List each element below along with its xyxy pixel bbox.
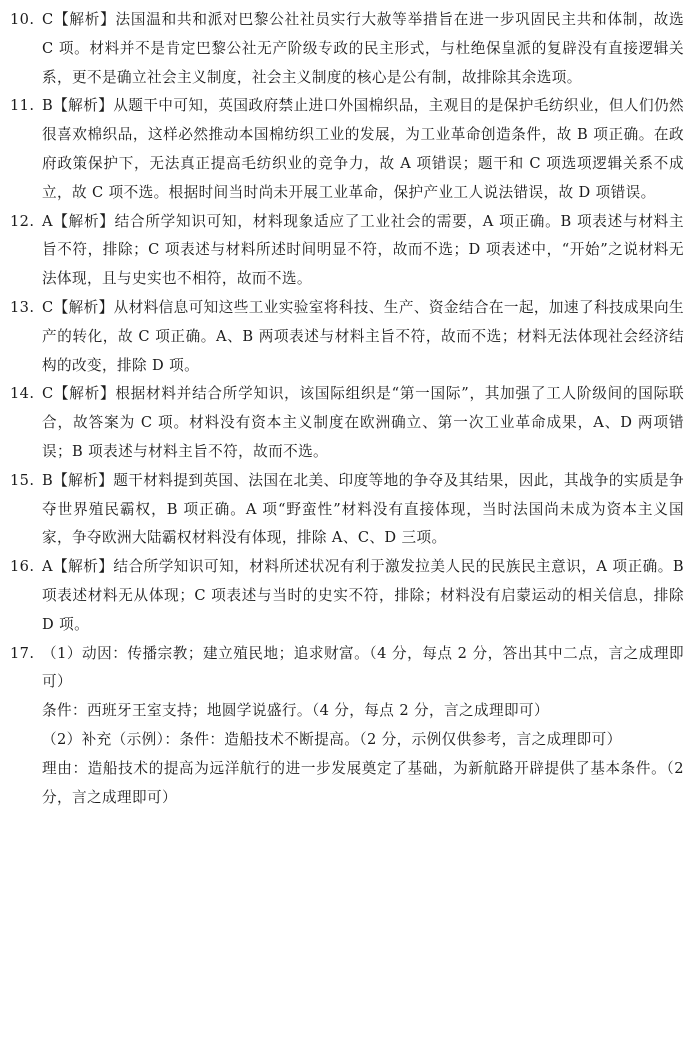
question-number: 16. — [10, 558, 35, 576]
answer-text: C【解析】根据材料并结合所学知识，该国际组织是“第一国际”，其加强了工人阶级间的国际联合，故答案为 C 项。材料没有资本主义制度在欧洲确立、第一次工业革命成果，A、D 两项错误；B 项表述与材料主旨不符，故而不选。 — [42, 385, 684, 460]
question-number: 12. — [10, 212, 35, 230]
answer-text: B【解析】题干材料提到英国、法国在北美、印度等地的争夺及其结果，因此，其战争的实质是争夺世界殖民霸权，B 项正确。A 项“野蛮性”材料没有直接体现，当时法国尚未成为资本主义国家，争夺欧洲大陆霸权材料没有体现，排除 A、C、D 三项。 — [42, 471, 684, 547]
answer-item-12 — [8, 208, 684, 294]
question-number: 11. — [10, 97, 35, 115]
answer-item-11 — [8, 92, 684, 207]
answer-text: B【解析】从题干中可知，英国政府禁止进口外国棉织品，主观目的是保护毛纺织业，但人们仍然很喜欢棉织品，这样必然推动本国棉纺织工业的发展，为工业革命创造条件，故 B 项正确。在政府政策保护下，无法真正提高毛纺织业的竞争力，故 A 项错误；题干和 C 项选项逻辑关系不成立，故 C 项不选。根据时间当时尚未开展工业革命，保护产业工人说法错误，故 D 项错误。 — [42, 97, 684, 201]
question-number: 14. — [10, 385, 35, 403]
question-number: 13. — [10, 298, 35, 316]
answer-part-1-motives: （1）动因：传播宗教；建立殖民地；追求财富。（4 分，每点 2 分，答出其中二点，言之成理即可） — [42, 644, 684, 691]
answer-text: A【解析】结合所学知识可知，材料所述状况有利于激发拉美人民的民族民主意识，A 项正确。B 项表述材料无从体现；C 项表述与当时的史实不符，排除；材料没有启蒙运动的相关信息，排除 D 项。 — [42, 558, 684, 633]
answer-text: C【解析】法国温和共和派对巴黎公社社员实行大赦等举措旨在进一步巩固民主共和体制，故选 C 项。材料并不是肯定巴黎公社无产阶级专政的民主形式，与杜绝保皇派的复辟没有直接逻辑关系，更不是确立社会主义制度，社会主义制度的核心是公有制，故排除其余选项。 — [42, 11, 684, 86]
answer-text: C【解析】从材料信息可知这些工业实验室将科技、生产、资金结合在一起，加速了科技成果向生产的转化，故 C 项正确。A、B 两项表述与材料主旨不符，故而不选；材料无法体现社会经济结构的改变，排除 D 项。 — [42, 298, 684, 374]
answer-part-2-reason: 理由：造船技术的提高为远洋航行的进一步发展奠定了基础，为新航路开辟提供了基本条件。（2 分，言之成理即可） — [42, 759, 684, 806]
answer-item-15 — [8, 467, 684, 553]
answer-item-16 — [8, 553, 684, 639]
answer-item-14 — [8, 380, 684, 466]
answer-item-13 — [8, 294, 684, 380]
answer-part-1-conditions: 条件：西班牙王室支持；地圆学说盛行。（4 分，每点 2 分，言之成理即可） — [42, 702, 549, 720]
answer-item-17 — [8, 640, 684, 813]
question-number: 17. — [10, 644, 35, 662]
answer-part-2-supplement: （2）补充（示例）：条件：造船技术不断提高。（2 分，示例仅供参考，言之成理即可） — [42, 730, 622, 748]
answer-text: A【解析】结合所学知识可知，材料现象适应了工业社会的需要，A 项正确。B 项表述与材料主旨不符，排除；C 项表述与材料所述时间明显不符，故而不选；D 项表述中，“开始”之说材料无法体现，且与史实也不相符，故而不选。 — [42, 212, 684, 288]
question-number: 10. — [10, 11, 35, 28]
answer-item-10 — [8, 6, 684, 92]
question-number: 15. — [10, 471, 35, 489]
